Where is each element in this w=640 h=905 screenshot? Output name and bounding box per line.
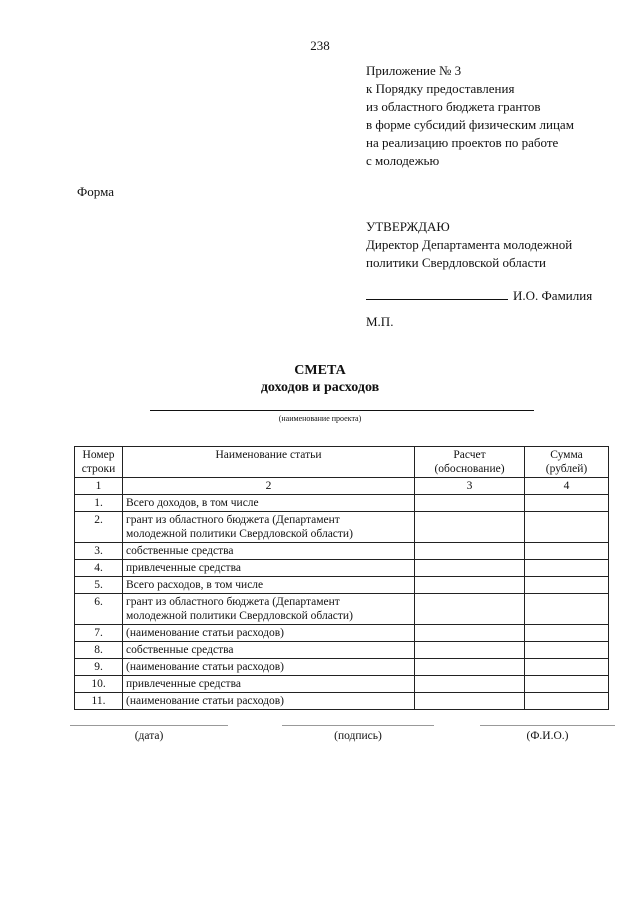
row-amount-cell[interactable]	[525, 543, 609, 560]
row-amount-cell[interactable]	[525, 560, 609, 577]
appendix-line: на реализацию проектов по работе	[366, 135, 559, 150]
row-amount-cell[interactable]	[525, 625, 609, 642]
row-calculation-cell[interactable]	[415, 594, 525, 625]
row-calculation-cell[interactable]	[415, 625, 525, 642]
table-header-row	[75, 447, 609, 478]
row-number: 6.	[75, 594, 123, 625]
header-calculation: Расчет (обоснование)	[415, 447, 525, 478]
appendix-line: из областного бюджета грантов	[366, 99, 541, 114]
table-row	[75, 659, 609, 676]
row-number: 4.	[75, 560, 123, 577]
project-name-line[interactable]	[150, 410, 534, 411]
form-label: Форма	[77, 184, 114, 199]
row-amount-cell[interactable]	[525, 642, 609, 659]
header-amount: Сумма (рублей)	[525, 447, 609, 478]
appendix-line: Приложение № 3	[366, 63, 462, 78]
approval-block	[366, 218, 636, 272]
table-row	[75, 560, 609, 577]
appendix-note	[366, 62, 626, 170]
project-name-caption: (наименование проекта)	[278, 414, 362, 423]
row-calculation-cell[interactable]	[415, 693, 525, 710]
row-amount-cell[interactable]	[525, 659, 609, 676]
table-row	[75, 594, 609, 625]
approval-heading: УТВЕРЖДАЮ	[366, 219, 450, 234]
row-calculation-cell[interactable]	[415, 560, 525, 577]
row-number: 5.	[75, 577, 123, 594]
row-amount-cell[interactable]	[525, 577, 609, 594]
table-row	[75, 577, 609, 594]
header-item-name: Наименование статьи	[123, 447, 415, 478]
appendix-line: в форме субсидий физическим лицам	[366, 117, 574, 132]
signature-blank[interactable]	[366, 287, 508, 300]
table-row	[75, 495, 609, 512]
budget-table	[74, 446, 609, 710]
row-item-name: привлеченные средства	[123, 560, 415, 577]
signer-line	[366, 287, 592, 305]
row-number: 1.	[75, 495, 123, 512]
signature-line[interactable]	[282, 725, 434, 726]
title-sub: доходов и расходов	[260, 380, 380, 395]
row-calculation-cell[interactable]	[415, 676, 525, 693]
row-item-name: грант из областного бюджета (Департамент молодежной политики Свердловской области)	[123, 594, 415, 625]
appendix-line: с молодежью	[366, 153, 440, 168]
row-amount-cell[interactable]	[525, 594, 609, 625]
fio-line[interactable]	[480, 725, 615, 726]
row-calculation-cell[interactable]	[415, 577, 525, 594]
table-row	[75, 642, 609, 659]
row-calculation-cell[interactable]	[415, 512, 525, 543]
row-amount-cell[interactable]	[525, 512, 609, 543]
row-number: 7.	[75, 625, 123, 642]
column-number-row	[75, 478, 609, 495]
approval-line: политики Свердловской области	[366, 255, 546, 270]
column-number: 4	[525, 478, 609, 495]
row-amount-cell[interactable]	[525, 676, 609, 693]
row-item-name: грант из областного бюджета (Департамент молодежной политики Свердловской области)	[123, 512, 415, 543]
row-calculation-cell[interactable]	[415, 642, 525, 659]
row-calculation-cell[interactable]	[415, 659, 525, 676]
column-number: 2	[123, 478, 415, 495]
row-item-name: (наименование статьи расходов)	[123, 625, 415, 642]
row-number: 11.	[75, 693, 123, 710]
table-row	[75, 676, 609, 693]
row-item-name: (наименование статьи расходов)	[123, 693, 415, 710]
signer-name: И.О. Фамилия	[513, 288, 593, 303]
page-number: 238	[310, 38, 330, 53]
title-main: СМЕТА	[294, 363, 346, 378]
table-row	[75, 693, 609, 710]
row-number: 10.	[75, 676, 123, 693]
row-item-name: Всего доходов, в том числе	[123, 495, 415, 512]
row-number: 2.	[75, 512, 123, 543]
table-row	[75, 543, 609, 560]
header-row-number: Номер строки	[75, 447, 123, 478]
column-number: 3	[415, 478, 525, 495]
row-number: 9.	[75, 659, 123, 676]
row-calculation-cell[interactable]	[415, 495, 525, 512]
row-number: 3.	[75, 543, 123, 560]
date-caption: (дата)	[134, 730, 164, 742]
stamp-label: М.П.	[366, 314, 394, 329]
row-amount-cell[interactable]	[525, 495, 609, 512]
approval-line: Директор Департамента молодежной	[366, 237, 573, 252]
fio-caption: (Ф.И.О.)	[526, 730, 569, 742]
table-row	[75, 625, 609, 642]
document-title	[0, 362, 640, 396]
row-item-name: Всего расходов, в том числе	[123, 577, 415, 594]
appendix-line: к Порядку предоставления	[366, 81, 515, 96]
row-item-name: привлеченные средства	[123, 676, 415, 693]
row-number: 8.	[75, 642, 123, 659]
row-item-name: собственные средства	[123, 642, 415, 659]
row-calculation-cell[interactable]	[415, 543, 525, 560]
row-item-name: (наименование статьи расходов)	[123, 659, 415, 676]
table-row	[75, 512, 609, 543]
row-item-name: собственные средства	[123, 543, 415, 560]
column-number: 1	[75, 478, 123, 495]
row-amount-cell[interactable]	[525, 693, 609, 710]
signature-caption: (подпись)	[334, 730, 382, 742]
date-line[interactable]	[70, 725, 228, 726]
